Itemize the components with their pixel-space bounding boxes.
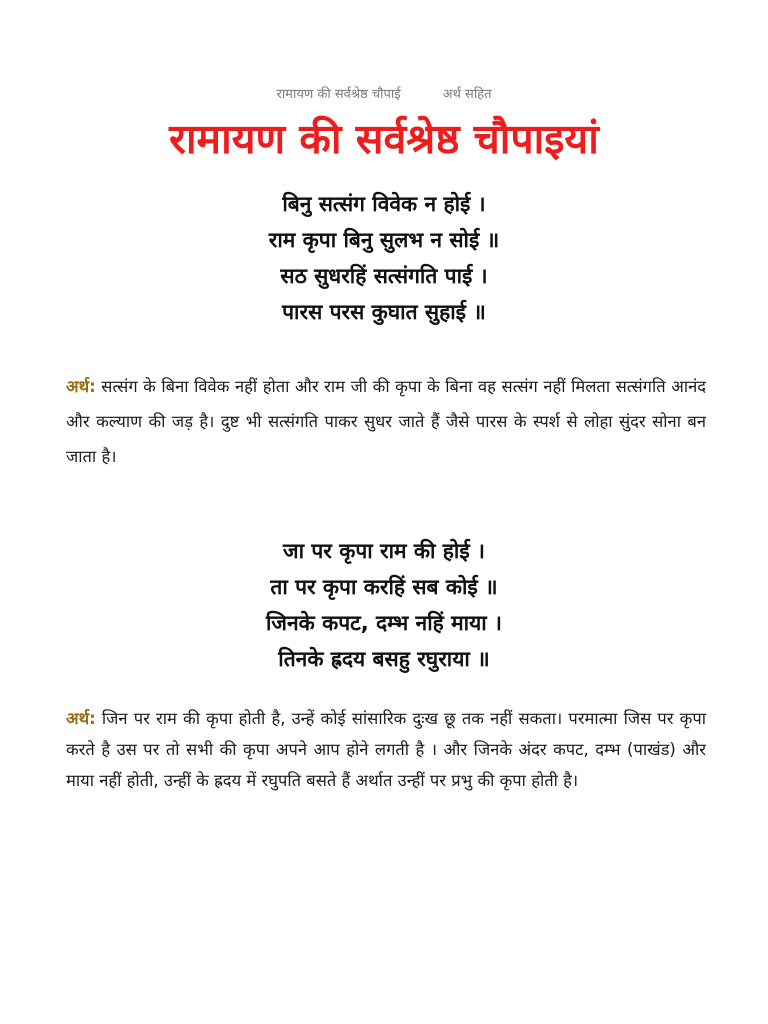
verse-block-2	[0, 533, 768, 677]
verse-line: सठ सुधरहिं सत्संगति पाई ।	[280, 264, 488, 288]
page-title: रामायण की सर्वश्रेष्ठ चौपाइयां	[169, 115, 599, 163]
verse-line: बिनु सत्संग विवेक न होई ।	[282, 192, 486, 216]
meaning-text: जिन पर राम की कृपा होती है, उन्हें कोई सांसारिक दुःख छू तक नहीं सकता। परमात्मा जिस पर कृपा करते है उस पर तो सभी की कृपा अपने आप होने लगती है । और जिनके अंदर कपट, दम्भ (पाखंड) और माया नहीं होती, उन्हीं के ह्रदय में रघुपति बसते हैं अर्थात उन्हीं पर प्रभु की कृपा होती है।	[66, 709, 706, 790]
meaning-label: अर्थ:	[66, 377, 96, 396]
verse-line: जिनके कपट, दम्भ नहिं माया ।	[265, 611, 502, 635]
page-header	[0, 84, 768, 102]
meaning-label: अर्थ:	[66, 709, 96, 728]
meaning-paragraph-1	[66, 369, 706, 474]
header-left-text: रामायण की सर्वश्रेष्ठ चौपाई	[276, 87, 401, 102]
verse-line: ता पर कृपा करहिं सब कोई ॥	[270, 575, 498, 599]
verse-line: जा पर कृपा राम की होई ।	[283, 539, 485, 563]
verse-line: तिनके ह्रदय बसहु रघुराया ॥	[278, 647, 490, 671]
header-right-text: अर्थ सहित	[442, 87, 492, 102]
verse-line: पारस परस कुघात सुहाई ॥	[282, 300, 486, 324]
verse-line: राम कृपा बिनु सुलभ न सोई ॥	[268, 228, 500, 252]
meaning-paragraph-2	[66, 703, 706, 796]
meaning-text: सत्संग के बिना विवेक नहीं होता और राम जी की कृपा के बिना वह सत्संग नहीं मिलता सत्संगति आनंद और कल्याण की जड़ है। दुष्ट भी सत्संगति पाकर सुधर जाते हैं जैसे पारस के स्पर्श से लोहा सुंदर सोना बन जाता है।	[66, 377, 706, 466]
verse-block-1	[0, 186, 768, 330]
